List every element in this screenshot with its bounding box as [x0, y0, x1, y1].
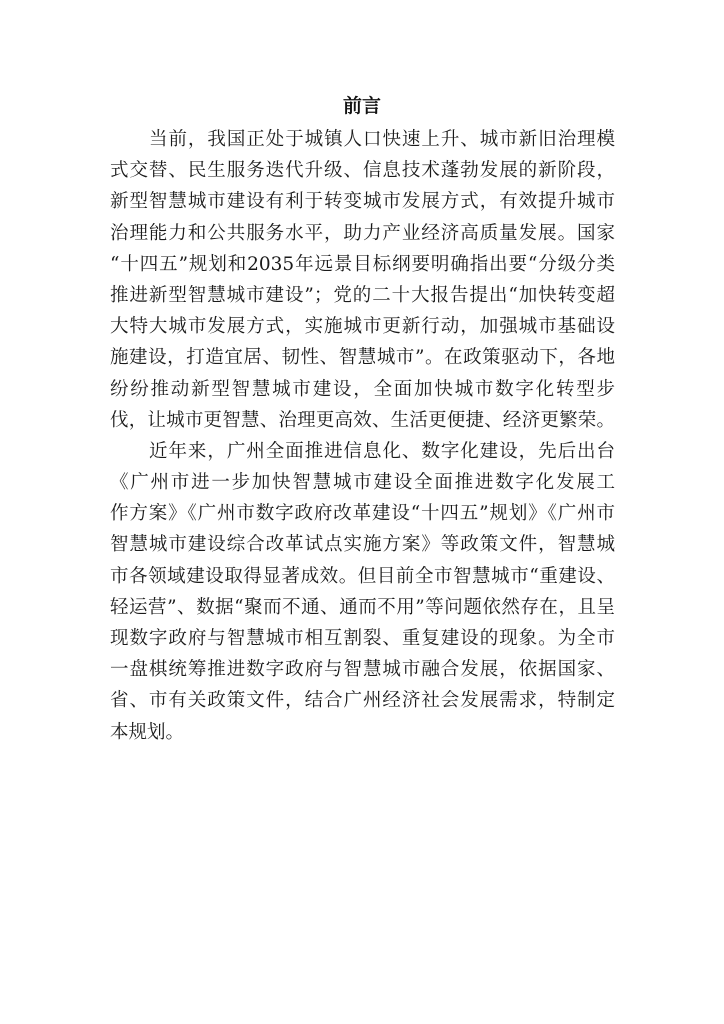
- paragraph-1-line-6: 推进新型智慧城市建设”；党的二十大报告提出“加快转变超: [110, 284, 615, 306]
- paragraph-2-line-1: 近年来，广州全面推进信息化、数字化建设，先后出台: [149, 440, 615, 462]
- paragraph-1-line-2: 式交替、民生服务迭代升级、信息技术蓬勃发展的新阶段，: [110, 160, 615, 182]
- paragraph-1-line-5: “十四五”规划和2035年远景目标纲要明确指出要“分级分类: [110, 253, 615, 275]
- paragraph-1-line-9: 纷纷推动新型智慧城市建设，全面加快城市数字化转型步: [110, 378, 615, 400]
- paragraph-2-line-6: 轻运营”、数据“聚而不通、通而不用”等问题依然存在，且呈: [110, 596, 615, 618]
- paragraph-2-line-2: 《广州市进一步加快智慧城市建设全面推进数字化发展工: [110, 472, 615, 494]
- paragraph-1-line-1: 当前，我国正处于城镇人口快速上升、城市新旧治理模: [149, 129, 615, 150]
- paragraph-2-line-10: 本规划。: [110, 721, 185, 743]
- paragraph-1-line-4: 治理能力和公共服务水平，助力产业经济高质量发展。国家: [110, 222, 615, 244]
- paragraph-1-line-10: 伐，让城市更智慧、治理更高效、生活更便捷、经济更繁荣。: [110, 409, 615, 431]
- paragraph-1-line-8: 施建设，打造宜居、韧性、智慧城市”。在政策驱动下，各地: [110, 347, 615, 369]
- paragraph-2-line-4: 智慧城市建设综合改革试点实施方案》等政策文件，智慧城: [110, 534, 615, 556]
- paragraph-2-line-9: 省、市有关政策文件，结合广州经济社会发展需求，特制定: [110, 690, 615, 712]
- document-title: 前言: [342, 95, 381, 117]
- paragraph-2-line-7: 现数字政府与智慧城市相互割裂、重复建设的现象。为全市: [110, 628, 615, 649]
- paragraph-1-line-3: 新型智慧城市建设有利于转变城市发展方式，有效提升城市: [110, 191, 615, 213]
- paragraph-1-line-7: 大特大城市发展方式，实施城市更新行动，加强城市基础设: [110, 316, 615, 338]
- paragraph-2-line-3: 作方案》《广州市数字政府改革建设“十四五”规划》《广州市: [110, 503, 615, 525]
- paragraph-2-line-8: 一盘棋统筹推进数字政府与智慧城市融合发展，依据国家、: [110, 659, 615, 681]
- paragraph-2-line-5: 市各领域建设取得显著成效。但目前全市智慧城市“重建设、: [110, 565, 615, 587]
- document-body: [110, 124, 615, 748]
